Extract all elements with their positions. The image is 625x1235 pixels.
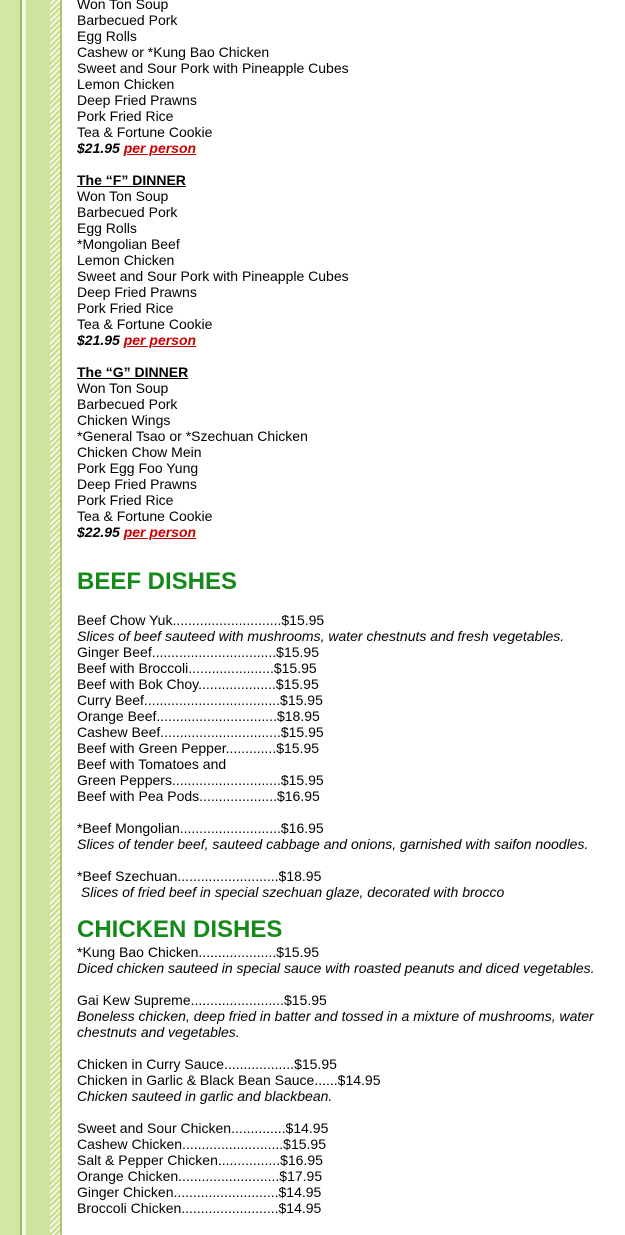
menu-item: Won Ton Soup bbox=[77, 0, 169, 12]
dish-description: Diced chicken sauteed in special sauce with roasted peanuts and diced vegetables. bbox=[77, 960, 595, 976]
price-line bbox=[77, 332, 617, 348]
dish-line: Green Peppers............................$15.95 bbox=[77, 772, 324, 788]
price: $21.95 bbox=[77, 332, 120, 348]
dish-line: Chicken in Curry Sauce..................$15.95 bbox=[77, 1056, 337, 1072]
menu-item: Deep Fried Prawns bbox=[77, 476, 197, 492]
dish-description: Slices of beef sauteed with mushrooms, water chestnuts and fresh vegetables. bbox=[77, 628, 565, 644]
decorative-sidebar bbox=[0, 0, 62, 1235]
dish-line: Broccoli Chicken.........................$14.95 bbox=[77, 1200, 322, 1216]
menu-item: Barbecued Pork bbox=[77, 396, 178, 412]
menu-item: Chicken Chow Mein bbox=[77, 444, 202, 460]
dish-description: Slices of tender beef, sauteed cabbage and onions, garnished with saifon noodles. bbox=[77, 836, 589, 852]
menu-item: Sweet and Sour Pork with Pineapple Cubes bbox=[77, 268, 349, 284]
menu-item: Pork Fried Rice bbox=[77, 492, 174, 508]
price-line bbox=[77, 140, 617, 156]
dish-description: Slices of fried beef in special szechuan glaze, decorated with brocco bbox=[77, 884, 505, 900]
dish-line: Chicken in Garlic & Black Bean Sauce......$14.95 bbox=[77, 1072, 381, 1088]
menu-item: Tea & Fortune Cookie bbox=[77, 316, 213, 332]
dish-line: Gai Kew Supreme........................$15.95 bbox=[77, 992, 327, 1008]
dish-line: Beef with Broccoli......................$15.95 bbox=[77, 660, 317, 676]
dish-line: Curry Beef...................................$15.95 bbox=[77, 692, 323, 708]
chicken-dishes-heading: CHICKEN DISHES bbox=[77, 916, 283, 943]
spacer bbox=[77, 804, 617, 820]
menu-item: Lemon Chicken bbox=[77, 252, 175, 268]
menu-item: *Mongolian Beef bbox=[77, 236, 180, 252]
dish-line: Orange Beef...............................$18.95 bbox=[77, 708, 320, 724]
menu-content bbox=[77, 0, 617, 1216]
menu-item: Tea & Fortune Cookie bbox=[77, 508, 213, 524]
spacer bbox=[77, 1104, 617, 1120]
dish-line: Ginger Chicken...........................$14.95 bbox=[77, 1184, 322, 1200]
menu-item: Won Ton Soup bbox=[77, 380, 169, 396]
dish-line: Beef with Pea Pods....................$16.95 bbox=[77, 788, 320, 804]
spacer bbox=[77, 900, 617, 916]
dish-line: Beef with Green Pepper.............$15.95 bbox=[77, 740, 320, 756]
menu-item: Barbecued Pork bbox=[77, 12, 178, 28]
menu-item: Deep Fried Prawns bbox=[77, 92, 197, 108]
spacer bbox=[77, 852, 617, 868]
menu-item: Pork Fried Rice bbox=[77, 300, 174, 316]
dish-line: Salt & Pepper Chicken................$16.95 bbox=[77, 1152, 323, 1168]
dish-line: *Beef Szechuan..........................$18.95 bbox=[77, 868, 322, 884]
dish-line: Sweet and Sour Chicken..............$14.95 bbox=[77, 1120, 329, 1136]
menu-item: Tea & Fortune Cookie bbox=[77, 124, 213, 140]
price: $22.95 bbox=[77, 524, 120, 540]
menu-item: Egg Rolls bbox=[77, 220, 137, 236]
dish-line: Cashew Chicken..........................$15.95 bbox=[77, 1136, 326, 1152]
per-person-link[interactable]: per person bbox=[123, 332, 197, 348]
dish-line: *Beef Mongolian..........................$16.95 bbox=[77, 820, 324, 836]
dish-description: Boneless chicken, deep fried in batter and tossed in a mixture of mushrooms, water chestnuts and vegetables. bbox=[77, 1008, 594, 1040]
dish-line: Cashew Beef...............................$15.95 bbox=[77, 724, 324, 740]
per-person-link[interactable]: per person bbox=[123, 524, 197, 540]
price-line bbox=[77, 524, 617, 540]
spacer bbox=[77, 976, 617, 992]
dinner-g bbox=[77, 364, 617, 540]
dish-line: Ginger Beef................................$15.95 bbox=[77, 644, 319, 660]
dish-description: Chicken sauteed in garlic and blackbean. bbox=[77, 1088, 333, 1104]
menu-item: Egg Rolls bbox=[77, 28, 137, 44]
dish-line: Beef Chow Yuk............................$15.95 bbox=[77, 612, 325, 628]
beef-dishes-heading: BEEF DISHES bbox=[77, 568, 238, 595]
menu-item: Deep Fried Prawns bbox=[77, 284, 197, 300]
per-person-link[interactable]: per person bbox=[123, 140, 197, 156]
menu-item: Sweet and Sour Pork with Pineapple Cubes bbox=[77, 60, 349, 76]
dinner-title: The “F” DINNER bbox=[77, 172, 186, 188]
dish-line: Orange Chicken..........................$17.95 bbox=[77, 1168, 323, 1184]
spacer bbox=[77, 1040, 617, 1056]
menu-item: *General Tsao or *Szechuan Chicken bbox=[77, 428, 308, 444]
dish-line: Beef with Tomatoes and bbox=[77, 756, 227, 772]
menu-item: Lemon Chicken bbox=[77, 76, 175, 92]
menu-item: Won Ton Soup bbox=[77, 188, 169, 204]
dinner-e-tail bbox=[77, 0, 617, 172]
menu-item: Pork Egg Foo Yung bbox=[77, 460, 199, 476]
spacer bbox=[77, 596, 617, 612]
menu-item: Barbecued Pork bbox=[77, 204, 178, 220]
dish-line: Beef with Bok Choy....................$15.95 bbox=[77, 676, 319, 692]
menu-item: Pork Fried Rice bbox=[77, 108, 174, 124]
menu-item: Cashew or *Kung Bao Chicken bbox=[77, 44, 270, 60]
dish-line: *Kung Bao Chicken....................$15.95 bbox=[77, 944, 320, 960]
dinner-f bbox=[77, 172, 617, 364]
price: $21.95 bbox=[77, 140, 120, 156]
menu-item: Chicken Wings bbox=[77, 412, 171, 428]
dinner-title: The “G” DINNER bbox=[77, 364, 189, 380]
